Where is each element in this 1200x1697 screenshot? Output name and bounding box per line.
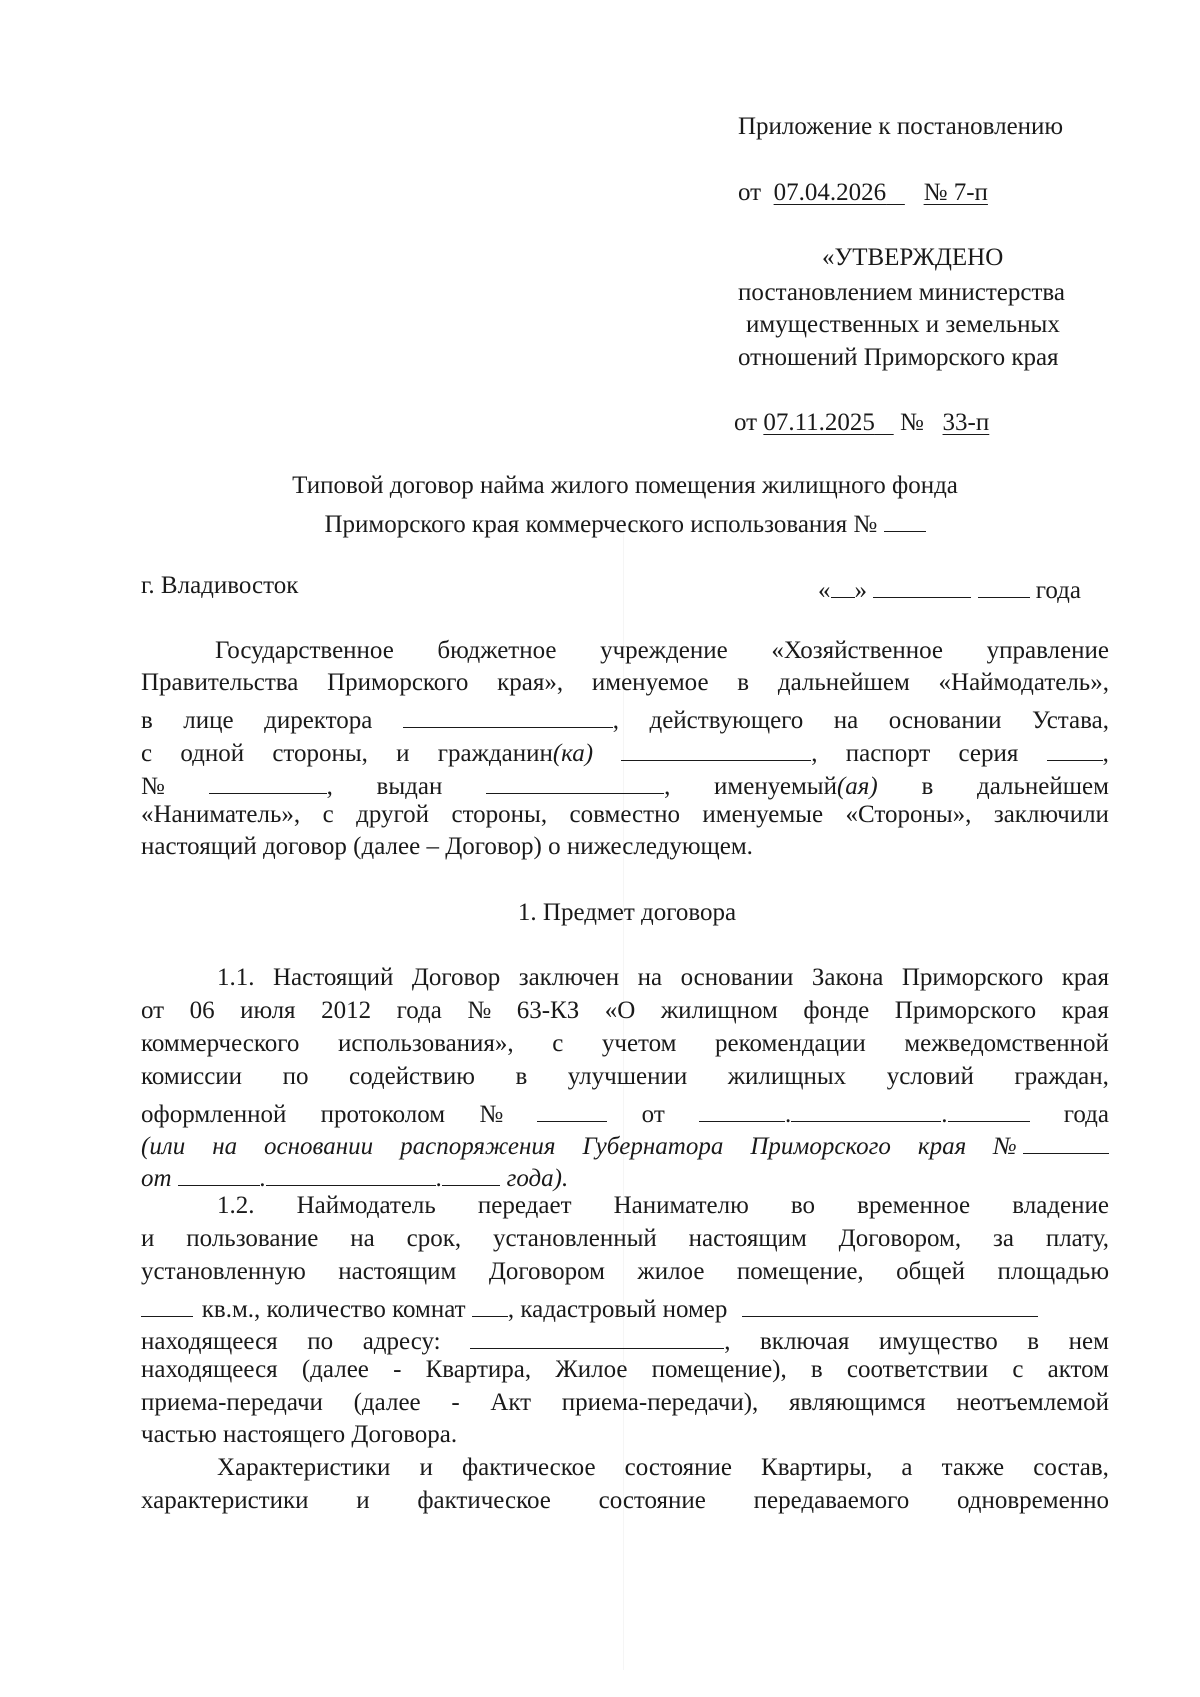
p11-line-1	[217, 965, 1109, 990]
word: во	[790, 1192, 816, 1219]
p12-line-3	[141, 1259, 1109, 1284]
word: Квартиры,	[761, 1454, 873, 1481]
cadastral-number-blank	[742, 1292, 1038, 1317]
word: Акт	[490, 1389, 532, 1416]
p11-line-2	[141, 998, 1109, 1023]
intro-line-1: Государственное бюджетное учреждение «Хозяйственное управление	[215, 637, 1109, 664]
word: и	[141, 1225, 155, 1252]
protocol-month-blank	[791, 1097, 941, 1122]
word: в	[810, 1356, 823, 1383]
word: за	[992, 1225, 1014, 1252]
word: Приморского	[327, 669, 469, 696]
protocol-year-blank	[948, 1097, 1030, 1122]
approved-stamp-title: «УТВЕРЖДЕНО	[822, 244, 1004, 271]
word: установленный	[492, 1225, 657, 1252]
word: владение	[1012, 1192, 1109, 1219]
word: Договором	[488, 1258, 605, 1285]
approval-no-sign: №	[899, 409, 924, 436]
word: Закона	[811, 964, 884, 991]
ref-date: 07.04.2026	[773, 179, 887, 206]
word: содействию	[348, 1063, 475, 1090]
ref-prefix: от	[738, 179, 762, 206]
word: Правительства	[141, 669, 299, 696]
contract-number-blank	[884, 507, 926, 532]
word: рекомендации	[715, 1030, 866, 1057]
word: состав,	[1033, 1454, 1109, 1481]
word: Приморского	[901, 964, 1044, 991]
p12-line-5: находящееся по адресу: , включая имущество в нем	[141, 1324, 1109, 1354]
word: одновременно	[957, 1487, 1109, 1514]
approval-prefix: от	[734, 409, 758, 436]
order-year-blank	[442, 1161, 500, 1186]
word: приема-передачи),	[561, 1389, 759, 1416]
order-month-blank	[266, 1161, 436, 1186]
area-blank	[141, 1292, 193, 1317]
word: Квартира,	[425, 1356, 532, 1383]
word: заключен	[518, 964, 620, 991]
word: 63-КЗ	[516, 997, 580, 1024]
word: стороны,	[451, 801, 548, 828]
contract-title-line-2: Приморского края коммерческого использования №	[0, 507, 1200, 537]
word: установленную	[141, 1258, 306, 1285]
contract-title-line-1: Типовой договор найма жилого помещения жилищного фонда	[292, 472, 958, 499]
rooms-blank	[472, 1292, 508, 1317]
word: (далее	[353, 1389, 421, 1416]
word: в	[737, 669, 750, 696]
word: актом	[1047, 1356, 1109, 1383]
word: использования»,	[337, 1030, 514, 1057]
word: межведомственной	[904, 1030, 1109, 1057]
word: именуемые	[702, 801, 824, 828]
word: «Наймодатель»,	[938, 669, 1109, 696]
p12-line-6	[141, 1357, 1109, 1382]
month-blank	[873, 573, 971, 598]
word: -	[393, 1356, 402, 1383]
intro-line-5: № , выдан , именуемый (ая) в дальнейшем	[141, 769, 1109, 799]
p11-line-4	[141, 1064, 1109, 1089]
word: являющимся	[788, 1389, 926, 1416]
p13-line-2	[141, 1488, 1109, 1513]
word: с	[322, 801, 334, 828]
word: жилое	[637, 1258, 705, 1285]
word: комиссии	[141, 1063, 243, 1090]
p12-line-8: частью настоящего Договора.	[141, 1421, 458, 1448]
word: года	[396, 997, 442, 1024]
p12-line-4: кв.м., количество комнат , кадастровый номер	[141, 1292, 1109, 1322]
word: 06	[189, 997, 215, 1024]
p11-line-5: оформленной протоколом № от . . года	[141, 1097, 1109, 1127]
word: по	[282, 1063, 309, 1090]
word: помещение),	[651, 1356, 787, 1383]
year-blank	[978, 573, 1030, 598]
word: коммерческого	[141, 1030, 300, 1057]
intro-line-6	[141, 802, 1109, 827]
word: края»,	[497, 669, 564, 696]
tenant-name-blank	[621, 736, 811, 761]
word: заключили	[993, 801, 1109, 828]
word: от	[141, 997, 165, 1024]
intro-line-2	[141, 670, 1109, 695]
contract-date-line: « » года	[818, 573, 1081, 603]
protocol-day-blank	[699, 1097, 785, 1122]
intro-line-3: в лице директора , действующего на основании Устава,	[141, 703, 1109, 733]
appendix-reference	[738, 180, 988, 205]
word: Характеристики	[217, 1454, 391, 1481]
word: в	[515, 1063, 528, 1090]
word: соответствии	[846, 1356, 989, 1383]
p11-line-6: (или на основании распоряжения Губернатора Приморского края №	[141, 1129, 1109, 1159]
word: помещение,	[736, 1258, 864, 1285]
word: Наймодатель	[296, 1192, 436, 1219]
approval-reference	[734, 410, 989, 435]
p12-line-2	[141, 1226, 1109, 1251]
intro-line-7: настоящий договор (далее – Договор) о нижеследующем.	[141, 833, 753, 860]
word: «Стороны»,	[845, 801, 972, 828]
word: совместно	[569, 801, 680, 828]
director-name-blank	[403, 703, 613, 728]
word: неотъемлемой	[956, 1389, 1109, 1416]
section-1-heading: 1. Предмет договора	[517, 899, 737, 926]
word: «Наниматель»,	[141, 801, 301, 828]
word: и	[356, 1487, 370, 1514]
word: передает	[477, 1192, 572, 1219]
word: площадью	[997, 1258, 1109, 1285]
address-blank	[470, 1324, 724, 1349]
word: характеристики	[141, 1487, 309, 1514]
word: жилищном	[660, 997, 778, 1024]
p13-line-1	[217, 1455, 1109, 1480]
word: учетом	[601, 1030, 677, 1057]
word: 2012	[321, 997, 372, 1024]
word: 1.1.	[217, 964, 255, 991]
word: с	[1012, 1356, 1024, 1383]
approved-by-line-1: постановлением министерства	[738, 279, 1065, 306]
word: края	[1061, 964, 1109, 991]
word: «О	[604, 997, 636, 1024]
order-day-blank	[178, 1161, 260, 1186]
approved-by-line-2: имущественных и земельных	[746, 311, 1060, 338]
approval-date: 07.11.2025	[763, 409, 875, 436]
word: жилищных	[727, 1063, 847, 1090]
word: улучшении	[567, 1063, 688, 1090]
passport-issuer-blank	[486, 769, 664, 794]
word: с	[552, 1030, 564, 1057]
p11-line-3	[141, 1031, 1109, 1056]
word: фактическое	[461, 1454, 596, 1481]
word: -	[451, 1389, 460, 1416]
word: и	[419, 1454, 433, 1481]
word: Приморского	[894, 997, 1037, 1024]
word: пользование	[186, 1225, 319, 1252]
word: на	[350, 1225, 375, 1252]
word: именуемое	[591, 669, 709, 696]
appendix-caption: Приложение к постановлению	[738, 113, 1064, 140]
word: Нанимателю	[613, 1192, 749, 1219]
word: состояние	[598, 1487, 706, 1514]
word: на	[637, 964, 663, 991]
word: края	[1061, 997, 1109, 1024]
ref-number: № 7-п	[923, 179, 988, 206]
word: другой	[356, 801, 430, 828]
word: фонде	[803, 997, 870, 1024]
word: приема-передачи	[141, 1389, 323, 1416]
word: Договором,	[838, 1225, 962, 1252]
passport-number-blank	[209, 769, 327, 794]
day-blank	[831, 573, 855, 598]
word: временное	[857, 1192, 971, 1219]
order-number-blank	[1023, 1129, 1109, 1154]
word: Жилое	[555, 1356, 628, 1383]
word: плату,	[1045, 1225, 1109, 1252]
word: состояние	[624, 1454, 732, 1481]
word: фактическое	[417, 1487, 551, 1514]
word: (далее	[301, 1356, 369, 1383]
word: условий	[886, 1063, 974, 1090]
word: граждан,	[1014, 1063, 1109, 1090]
word: №	[467, 997, 492, 1024]
word: настоящим	[688, 1225, 807, 1252]
word: находящееся	[141, 1356, 278, 1383]
word: Настоящий	[273, 964, 394, 991]
word: 1.2.	[217, 1192, 255, 1219]
protocol-number-blank	[537, 1097, 607, 1122]
word: общей	[896, 1258, 966, 1285]
city: г. Владивосток	[141, 572, 299, 599]
word: а	[901, 1454, 913, 1481]
word: Договор	[411, 964, 501, 991]
approval-number: 33-п	[942, 409, 990, 436]
word: дальнейшем	[777, 669, 910, 696]
p12-line-7	[141, 1390, 1109, 1415]
p11-line-7: от . . года).	[141, 1161, 1109, 1191]
word: настоящим	[338, 1258, 457, 1285]
approved-by-line-3: отношений Приморского края	[738, 344, 1059, 371]
word: срок,	[406, 1225, 462, 1252]
p12-line-1	[217, 1193, 1109, 1218]
word: основании	[680, 964, 794, 991]
intro-line-4: с одной стороны, и гражданин (ка) , паспорт серия ,	[141, 736, 1109, 766]
word: июля	[240, 997, 296, 1024]
word: передаваемого	[753, 1487, 910, 1514]
passport-series-blank	[1047, 736, 1103, 761]
word: также	[941, 1454, 1005, 1481]
